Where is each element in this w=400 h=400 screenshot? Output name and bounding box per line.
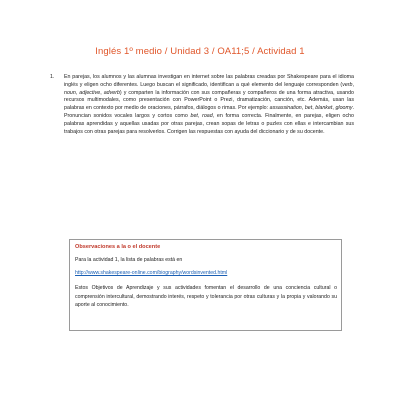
- example-word: bet: [304, 105, 313, 112]
- term-adverb: adverb: [103, 89, 120, 96]
- example-word: blanket: [315, 105, 333, 112]
- example-word: assassination: [269, 105, 302, 112]
- example-word: gloomy: [335, 105, 353, 112]
- teacher-notes-paragraph: Estos Objetivos de Aprendizaje y sus actividades fomentan el desarrollo de una conciencia cultural o comprensión intercultural, demostrando interés, respeto y tolerancia por otras culturas y la propia y valorando su aporte al conocimiento.: [75, 285, 337, 309]
- term-verb: verb: [342, 81, 353, 88]
- activity-text-part: ) y comparten la información con sus compañeras y compañeros de una forma atractiva, usando recursos multimodales, como presentación con PowerPoint o Prezi, dramatización, canción, etc. Además, usan las palabras en contexto por medio de oraciones, párrafos, diálogos o rimas. Por ejemplo:: [64, 89, 354, 112]
- example-word: bet: [190, 112, 198, 119]
- activity-text-part: . Pronuncian sonidos vocales largos y cortos como: [64, 105, 355, 119]
- term-adjective: adjective: [79, 89, 101, 96]
- activity-item: [50, 74, 354, 136]
- activity-text-part: En parejas, los alumnos y las alumnas investigan en internet sobre las palabras creadas por Shakespeare para el idioma inglés y eligen ocho diferentes. Luego buscan el significado, identifican a qué elemento del lenguaje corresponden (: [64, 74, 354, 88]
- activity-text-part: , en forma correcta. Finalmente, en parejas, eligen ocho palabras aprendidas y aquellas usadas por otras parejas, crean sopas de letras o puzles con ellas e intercambian sus trabajos con otras parejas para resolverlos. Corrigen las respuestas con ayuda del diccionario y de su docente.: [64, 112, 354, 135]
- term-noun: noun: [64, 89, 76, 96]
- example-word: road: [202, 112, 213, 119]
- page-title: Inglés 1º medio / Unidad 3 / OA11;5 / Actividad 1: [95, 46, 305, 57]
- teacher-notes-title: Observaciones a la o el docente: [75, 244, 161, 250]
- activity-number: 1.: [50, 74, 55, 80]
- teacher-notes-line: Para la actividad 1, la lista de palabras está en: [75, 257, 183, 263]
- activity-text: En parejas, los alumnos y las alumnas investigan en internet sobre las palabras creadas por Shakespeare para el idioma inglés y eligen ocho diferentes. Luego buscan el significado, identifican a qué elemento del lenguaje corresponden (verb, noun, adjective, adverb) y comparten la información con sus compañeras y compañeros de una forma atractiva, usando recursos multimodales, como presentación con PowerPoint o Prezi, dramatización, canción, etc. Además, usan las palabras en contexto por medio de oraciones, párrafos, diálogos o rimas. Por ejemplo: assassination, bet, blanket, gloomy. Pronuncian sonidos vocales largos y cortos como bet, road, en forma correcta. Finalmente, en parejas, eligen ocho palabras aprendidas y aquellas usadas por otras parejas, crean sopas de letras o puzles con ellas e intercambian sus trabajos con otras parejas para resolverlos. Corrigen las respuestas con ayuda del diccionario y de su docente.: [64, 74, 355, 135]
- teacher-notes-box: [69, 239, 342, 331]
- word-list-link[interactable]: http://www.shakespeare-online.com/biography/wordsinvented.html: [75, 270, 228, 276]
